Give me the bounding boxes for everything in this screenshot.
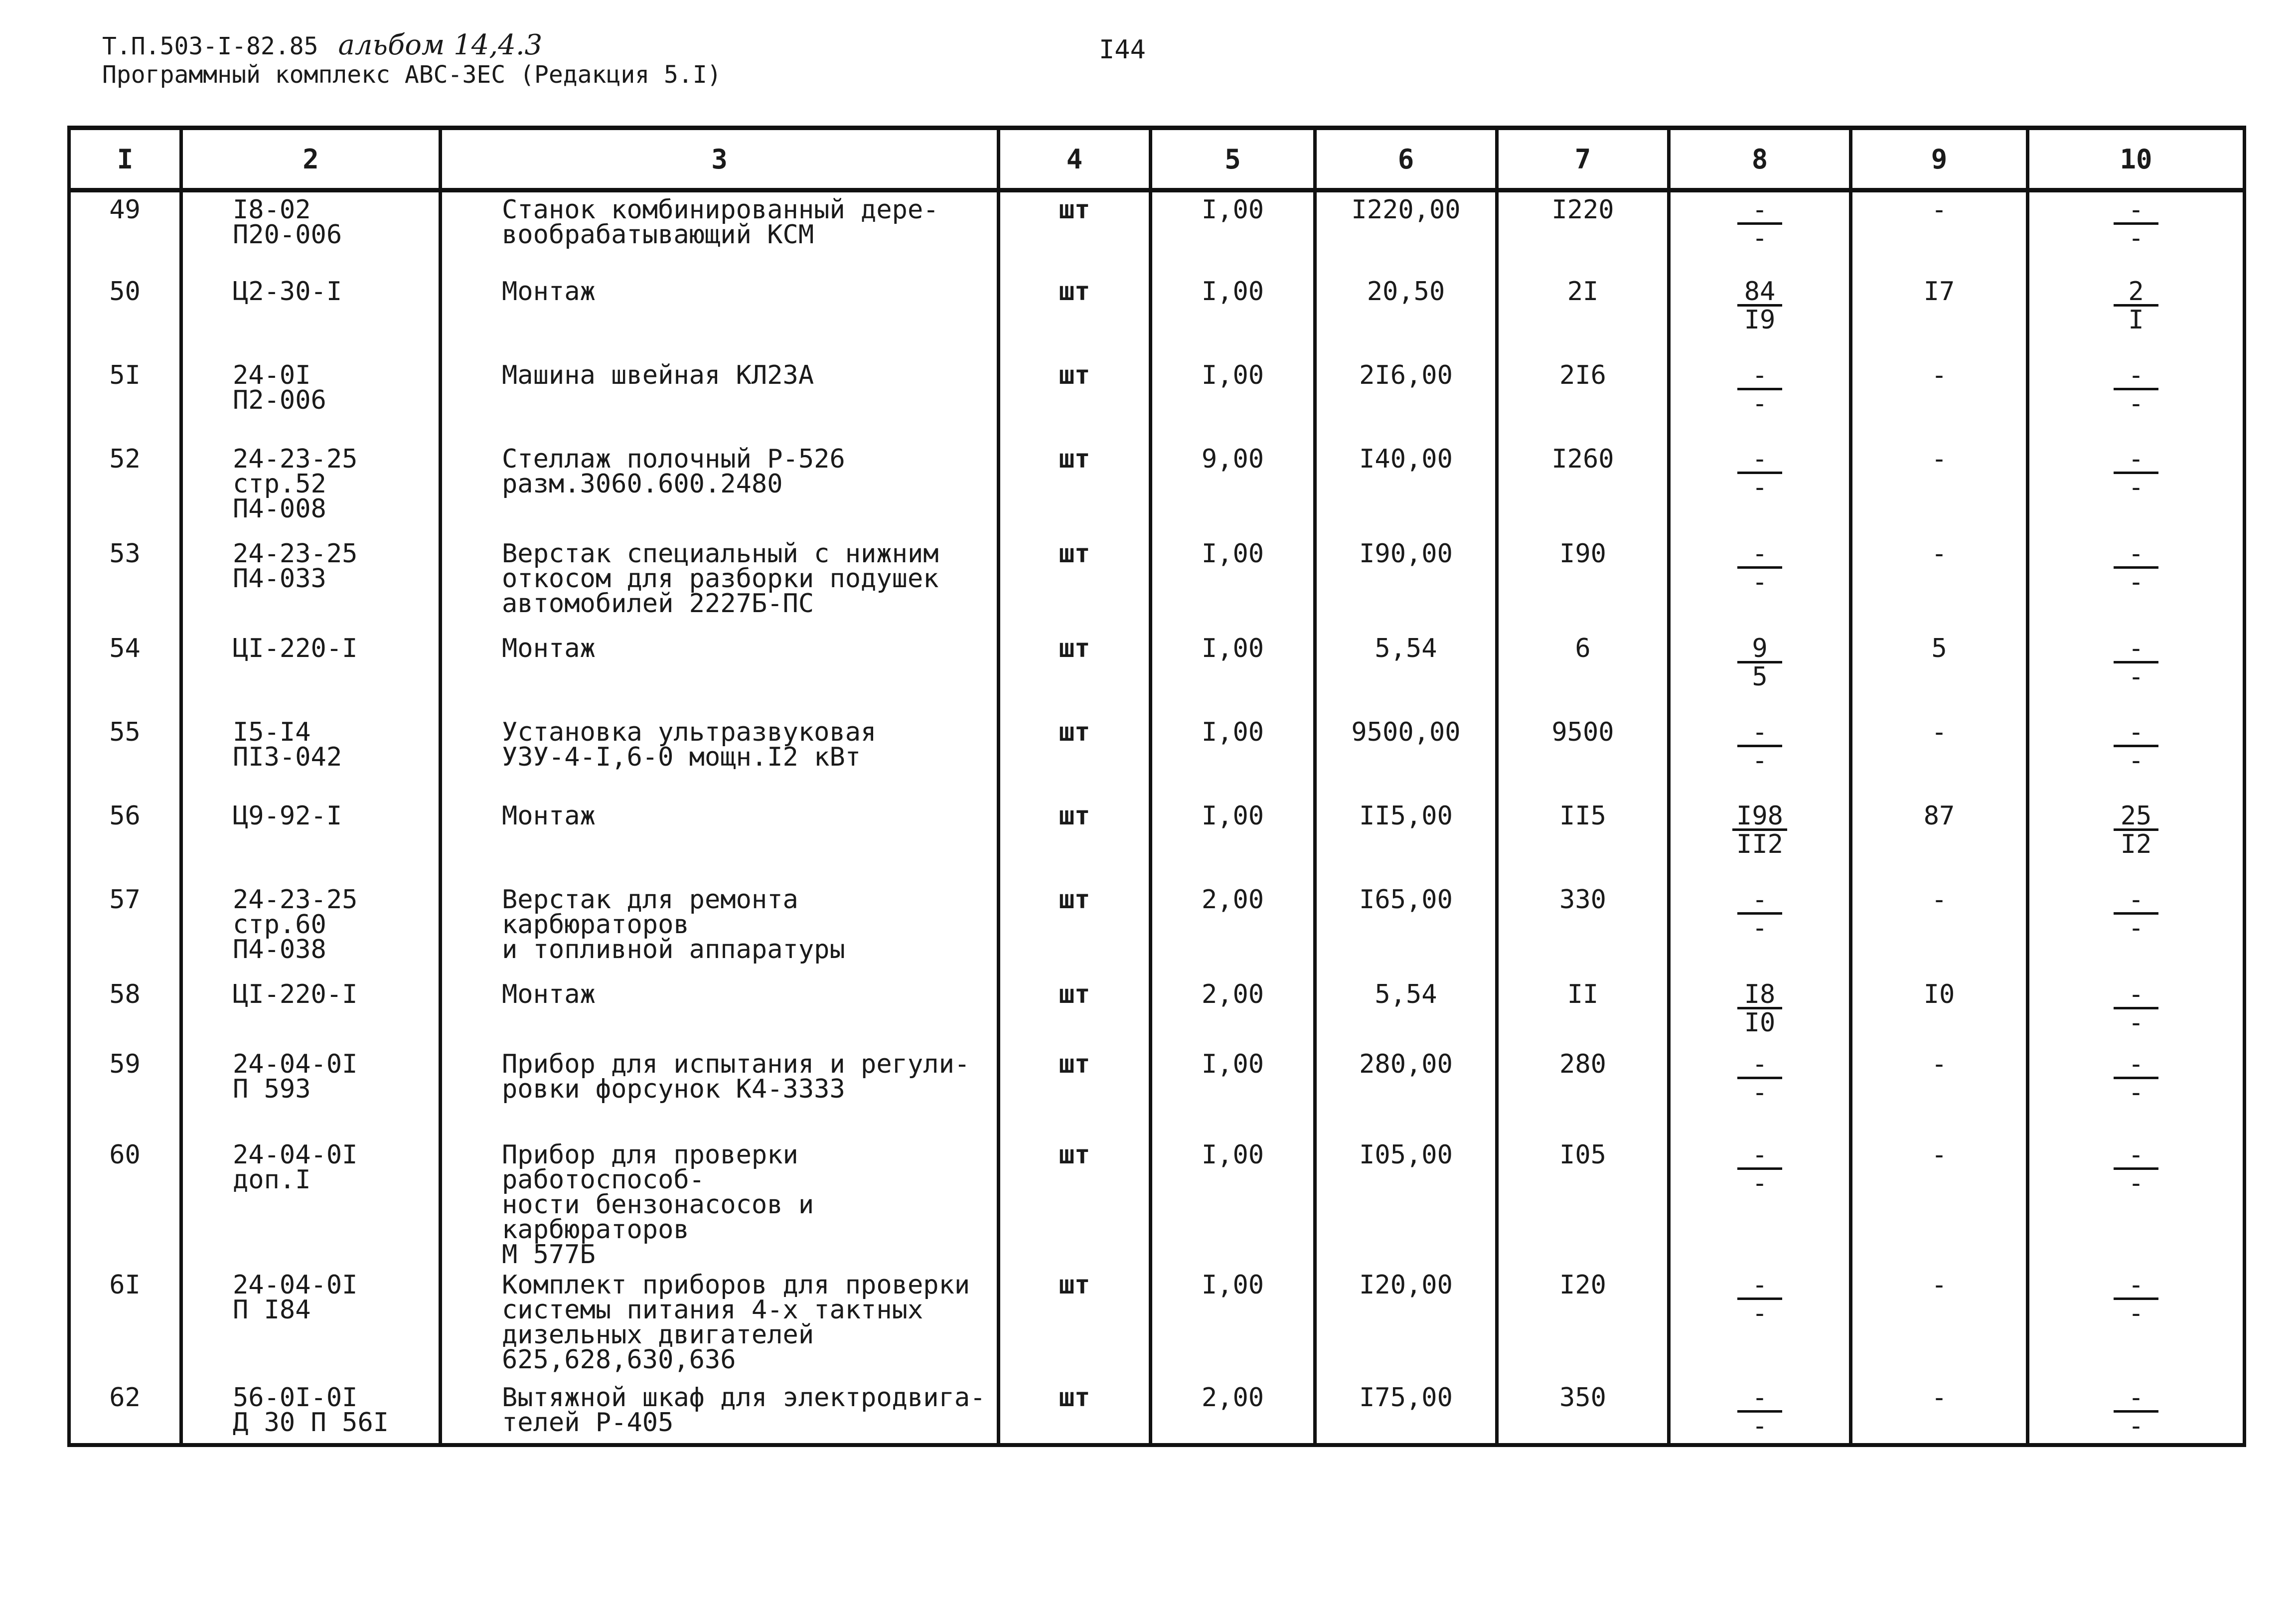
column-9-value: - — [1851, 536, 2028, 631]
fraction-denominator: - — [2128, 745, 2144, 776]
column-8-value — [1669, 977, 1851, 1047]
fraction-value — [1737, 1139, 1782, 1198]
row-number: 57 — [69, 882, 181, 977]
table-header-row — [69, 128, 2245, 190]
table-body — [69, 190, 2245, 1445]
fraction-denominator: - — [2128, 913, 2144, 943]
column-10-value — [2028, 1268, 2245, 1380]
unit-price: I05,00 — [1315, 1137, 1497, 1268]
fraction-denominator: - — [2128, 1298, 2144, 1328]
row-number: 6I — [69, 1268, 181, 1380]
column-8-value — [1669, 442, 1851, 536]
fraction-value — [1737, 884, 1782, 943]
row-number: 49 — [69, 190, 181, 274]
column-header-9: 9 — [1851, 128, 2028, 190]
fraction-value — [2114, 538, 2158, 597]
unit: шт — [999, 358, 1151, 442]
fraction-denominator: - — [1752, 567, 1768, 597]
column-8-value — [1669, 536, 1851, 631]
quantity: 2,00 — [1151, 882, 1315, 977]
fraction-value — [2114, 979, 2158, 1038]
unit-price: I65,00 — [1315, 882, 1497, 977]
table-row — [69, 882, 2245, 977]
fraction-numerator: - — [2114, 1052, 2158, 1079]
fraction-denominator: - — [2128, 661, 2144, 692]
item-code: 24-23-25 П4-033 — [181, 536, 441, 631]
fraction-value — [2114, 1139, 2158, 1198]
unit-price: 2I6,00 — [1315, 358, 1497, 442]
item-code: 24-04-0I П I84 — [181, 1268, 441, 1380]
page-number: I44 — [1099, 35, 1146, 65]
unit-price: I90,00 — [1315, 536, 1497, 631]
unit-price: 20,50 — [1315, 274, 1497, 358]
unit: шт — [999, 442, 1151, 536]
total-cost: 2I6 — [1497, 358, 1669, 442]
total-cost: 280 — [1497, 1047, 1669, 1137]
column-9-value: 87 — [1851, 799, 2028, 882]
fraction-numerator: - — [2114, 1273, 2158, 1300]
fraction-numerator: - — [2114, 636, 2158, 663]
column-9-value: 5 — [1851, 631, 2028, 715]
item-name: Станок комбинированный дере- вообрабатывающий КСМ — [441, 190, 999, 274]
column-8-value — [1669, 274, 1851, 358]
table-row — [69, 190, 2245, 274]
column-10-value — [2028, 274, 2245, 358]
fraction-numerator: - — [2114, 197, 2158, 225]
fraction-value — [1737, 360, 1782, 419]
fraction-numerator: - — [1737, 1052, 1782, 1079]
fraction-denominator: - — [2128, 1411, 2144, 1441]
fraction-denominator: - — [1752, 1168, 1768, 1198]
fraction-denominator: I0 — [1744, 1007, 1776, 1038]
table-row — [69, 274, 2245, 358]
unit-price: 280,00 — [1315, 1047, 1497, 1137]
item-name: Стеллаж полочный Р-526 разм.3060.600.2480 — [441, 442, 999, 536]
quantity: 2,00 — [1151, 977, 1315, 1047]
fraction-numerator: - — [1737, 1385, 1782, 1413]
table-row — [69, 977, 2245, 1047]
quantity: I,00 — [1151, 1268, 1315, 1380]
fraction-value — [2114, 1382, 2158, 1441]
fraction-denominator: - — [1752, 1298, 1768, 1328]
fraction-denominator: I2 — [2120, 829, 2152, 859]
quantity: 9,00 — [1151, 442, 1315, 536]
unit: шт — [999, 1137, 1151, 1268]
doc-code-text: Т.П.503-I-82.85 — [102, 32, 318, 60]
table-row — [69, 1047, 2245, 1137]
document-subtitle: Программный комплекс АВС-ЗЕС (Редакция 5.I) — [102, 61, 722, 89]
quantity: I,00 — [1151, 1047, 1315, 1137]
column-header-7: 7 — [1497, 128, 1669, 190]
document-code — [102, 29, 542, 61]
fraction-denominator: II2 — [1736, 829, 1783, 859]
column-9-value: I7 — [1851, 274, 2028, 358]
table-row — [69, 1137, 2245, 1268]
fraction-value — [1737, 717, 1782, 776]
column-header-2: 2 — [181, 128, 441, 190]
column-10-value — [2028, 442, 2245, 536]
column-9-value: - — [1851, 442, 2028, 536]
item-code: 24-04-0I П 593 — [181, 1047, 441, 1137]
unit: шт — [999, 799, 1151, 882]
item-code: I8-02 П20-006 — [181, 190, 441, 274]
unit: шт — [999, 882, 1151, 977]
fraction-denominator: - — [1752, 745, 1768, 776]
unit-price: 5,54 — [1315, 631, 1497, 715]
unit: шт — [999, 1047, 1151, 1137]
total-cost: I220 — [1497, 190, 1669, 274]
item-name: Машина швейная КЛ23А — [441, 358, 999, 442]
fraction-value — [1737, 633, 1782, 692]
quantity: I,00 — [1151, 536, 1315, 631]
quantity: I,00 — [1151, 715, 1315, 799]
total-cost: I05 — [1497, 1137, 1669, 1268]
fraction-numerator: - — [1737, 363, 1782, 390]
row-number: 59 — [69, 1047, 181, 1137]
total-cost: I90 — [1497, 536, 1669, 631]
column-8-value — [1669, 1137, 1851, 1268]
fraction-numerator: - — [1737, 1142, 1782, 1170]
column-9-value: - — [1851, 1137, 2028, 1268]
row-number: 50 — [69, 274, 181, 358]
specification-table — [67, 126, 2246, 1447]
total-cost: 330 — [1497, 882, 1669, 977]
column-header-8: 8 — [1669, 128, 1851, 190]
fraction-numerator: - — [2114, 1142, 2158, 1170]
fraction-value — [2114, 360, 2158, 419]
column-10-value — [2028, 715, 2245, 799]
table-row — [69, 1268, 2245, 1380]
fraction-denominator: I9 — [1744, 305, 1776, 335]
fraction-denominator: - — [1752, 1411, 1768, 1441]
total-cost: I260 — [1497, 442, 1669, 536]
quantity: I,00 — [1151, 1137, 1315, 1268]
total-cost: II5 — [1497, 799, 1669, 882]
fraction-value — [2114, 444, 2158, 502]
column-8-value — [1669, 799, 1851, 882]
fraction-denominator: - — [2128, 223, 2144, 253]
item-name: Установка ультразвуковая УЗУ-4-I,6-0 мощн.I2 кВт — [441, 715, 999, 799]
item-name: Верстак специальный с нижним откосом для разборки подушек автомобилей 2227Б-ПС — [441, 536, 999, 631]
table-row — [69, 442, 2245, 536]
item-code: 24-04-0I доп.I — [181, 1137, 441, 1268]
column-8-value — [1669, 631, 1851, 715]
column-10-value — [2028, 1380, 2245, 1445]
item-name: Монтаж — [441, 977, 999, 1047]
unit-price: I20,00 — [1315, 1268, 1497, 1380]
column-header-1: I — [69, 128, 181, 190]
table-row — [69, 1380, 2245, 1445]
row-number: 54 — [69, 631, 181, 715]
table-row — [69, 631, 2245, 715]
column-9-value: - — [1851, 358, 2028, 442]
fraction-value — [1737, 1382, 1782, 1441]
table-row — [69, 715, 2245, 799]
column-9-value: - — [1851, 1268, 2028, 1380]
item-code: 56-0I-0I Д 30 П 56I — [181, 1380, 441, 1445]
fraction-denominator: - — [2128, 1077, 2144, 1108]
total-cost: 6 — [1497, 631, 1669, 715]
row-number: 52 — [69, 442, 181, 536]
fraction-denominator: - — [1752, 1077, 1768, 1108]
column-10-value — [2028, 190, 2245, 274]
fraction-denominator: - — [2128, 1007, 2144, 1038]
fraction-numerator: - — [2114, 720, 2158, 747]
fraction-value — [1737, 1049, 1782, 1108]
item-name: Монтаж — [441, 631, 999, 715]
column-header-10: 10 — [2028, 128, 2245, 190]
fraction-value — [2114, 801, 2158, 859]
total-cost: II — [1497, 977, 1669, 1047]
unit: шт — [999, 274, 1151, 358]
column-9-value: - — [1851, 1380, 2028, 1445]
fraction-numerator: - — [1737, 541, 1782, 569]
column-10-value — [2028, 536, 2245, 631]
fraction-numerator: - — [2114, 887, 2158, 915]
fraction-value — [2114, 884, 2158, 943]
item-name: Вытяжной шкаф для электродвига- телей Р-405 — [441, 1380, 999, 1445]
fraction-value — [1737, 1270, 1782, 1328]
item-name: Верстак для ремонта карбюраторов и топливной аппаратуры — [441, 882, 999, 977]
item-code: Ц9-92-I — [181, 799, 441, 882]
column-9-value: - — [1851, 1047, 2028, 1137]
column-8-value — [1669, 715, 1851, 799]
fraction-denominator: - — [1752, 223, 1768, 253]
item-name: Прибор для проверки работоспособ- ности бензонасосов и карбюраторов М 577Б — [441, 1137, 999, 1268]
column-header-6: 6 — [1315, 128, 1497, 190]
fraction-numerator: - — [1737, 1273, 1782, 1300]
quantity: I,00 — [1151, 274, 1315, 358]
column-9-value: - — [1851, 190, 2028, 274]
column-10-value — [2028, 977, 2245, 1047]
row-number: 56 — [69, 799, 181, 882]
fraction-denominator: I — [2128, 305, 2144, 335]
fraction-value — [2114, 1270, 2158, 1328]
fraction-value — [1737, 197, 1782, 252]
fraction-numerator: I98 — [1732, 804, 1787, 831]
fraction-value — [1737, 979, 1782, 1038]
item-code: Ц2-30-I — [181, 274, 441, 358]
unit: шт — [999, 977, 1151, 1047]
fraction-denominator: - — [2128, 1168, 2144, 1198]
column-8-value — [1669, 190, 1851, 274]
fraction-value — [2114, 1049, 2158, 1108]
item-name: Прибор для испытания и регули- ровки форсунок К4-3333 — [441, 1047, 999, 1137]
unit: шт — [999, 190, 1151, 274]
unit-price: I220,00 — [1315, 190, 1497, 274]
total-cost: 9500 — [1497, 715, 1669, 799]
fraction-numerator: - — [1737, 887, 1782, 915]
item-code: ЦI-220-I — [181, 977, 441, 1047]
fraction-denominator: - — [2128, 388, 2144, 419]
fraction-numerator: 25 — [2114, 804, 2158, 831]
fraction-numerator: I8 — [1737, 982, 1782, 1009]
column-10-value — [2028, 1137, 2245, 1268]
unit-price: I75,00 — [1315, 1380, 1497, 1445]
quantity: 2,00 — [1151, 1380, 1315, 1445]
row-number: 53 — [69, 536, 181, 631]
column-9-value: I0 — [1851, 977, 2028, 1047]
column-8-value — [1669, 1047, 1851, 1137]
column-8-value — [1669, 1380, 1851, 1445]
quantity: I,00 — [1151, 631, 1315, 715]
unit-price: 9500,00 — [1315, 715, 1497, 799]
row-number: 55 — [69, 715, 181, 799]
column-header-3: 3 — [441, 128, 999, 190]
column-10-value — [2028, 1047, 2245, 1137]
fraction-value — [2114, 197, 2158, 252]
unit: шт — [999, 1268, 1151, 1380]
item-name: Комплект приборов для проверки системы питания 4-х тактных дизельных двигателей 625,628,630,636 — [441, 1268, 999, 1380]
item-name: Монтаж — [441, 799, 999, 882]
fraction-numerator: - — [2114, 1385, 2158, 1413]
fraction-numerator: 84 — [1737, 279, 1782, 307]
column-9-value: - — [1851, 882, 2028, 977]
table-row — [69, 536, 2245, 631]
column-header-4: 4 — [999, 128, 1151, 190]
table-row — [69, 799, 2245, 882]
handwritten-note: альбом 14,4.3 — [338, 29, 543, 61]
unit-price: II5,00 — [1315, 799, 1497, 882]
fraction-denominator: - — [1752, 388, 1768, 419]
column-10-value — [2028, 799, 2245, 882]
total-cost: 2I — [1497, 274, 1669, 358]
column-10-value — [2028, 358, 2245, 442]
total-cost: 350 — [1497, 1380, 1669, 1445]
row-number: 62 — [69, 1380, 181, 1445]
fraction-numerator: - — [1737, 447, 1782, 474]
column-8-value — [1669, 882, 1851, 977]
item-code: 24-23-25 стр.52 П4-008 — [181, 442, 441, 536]
unit: шт — [999, 536, 1151, 631]
fraction-denominator: - — [2128, 472, 2144, 502]
fraction-numerator: - — [2114, 982, 2158, 1009]
fraction-value — [2114, 276, 2158, 335]
column-10-value — [2028, 882, 2245, 977]
unit: шт — [999, 631, 1151, 715]
table-row — [69, 358, 2245, 442]
item-code: 24-23-25 стр.60 П4-038 — [181, 882, 441, 977]
fraction-denominator: 5 — [1752, 661, 1768, 692]
item-code: ЦI-220-I — [181, 631, 441, 715]
fraction-numerator: 2 — [2114, 279, 2158, 307]
fraction-numerator: - — [2114, 363, 2158, 390]
fraction-value — [1737, 538, 1782, 597]
fraction-value — [1737, 444, 1782, 502]
fraction-denominator: - — [2128, 567, 2144, 597]
fraction-numerator: - — [2114, 447, 2158, 474]
item-name: Монтаж — [441, 274, 999, 358]
fraction-numerator: - — [1737, 720, 1782, 747]
row-number: 60 — [69, 1137, 181, 1268]
unit: шт — [999, 1380, 1151, 1445]
total-cost: I20 — [1497, 1268, 1669, 1380]
fraction-value — [2114, 717, 2158, 776]
fraction-numerator: 9 — [1737, 636, 1782, 663]
column-8-value — [1669, 358, 1851, 442]
fraction-value — [1732, 801, 1787, 859]
column-10-value — [2028, 631, 2245, 715]
column-8-value — [1669, 1268, 1851, 1380]
column-9-value: - — [1851, 715, 2028, 799]
unit-price: 5,54 — [1315, 977, 1497, 1047]
fraction-numerator: - — [1737, 197, 1782, 225]
row-number: 5I — [69, 358, 181, 442]
item-code: 24-0I П2-006 — [181, 358, 441, 442]
column-header-5: 5 — [1151, 128, 1315, 190]
item-code: I5-I4 ПI3-042 — [181, 715, 441, 799]
fraction-value — [1737, 276, 1782, 335]
unit: шт — [999, 715, 1151, 799]
fraction-denominator: - — [1752, 913, 1768, 943]
fraction-denominator: - — [1752, 472, 1768, 502]
quantity: I,00 — [1151, 358, 1315, 442]
fraction-value — [2114, 633, 2158, 692]
quantity: I,00 — [1151, 190, 1315, 274]
fraction-numerator: - — [2114, 541, 2158, 569]
quantity: I,00 — [1151, 799, 1315, 882]
row-number: 58 — [69, 977, 181, 1047]
unit-price: I40,00 — [1315, 442, 1497, 536]
